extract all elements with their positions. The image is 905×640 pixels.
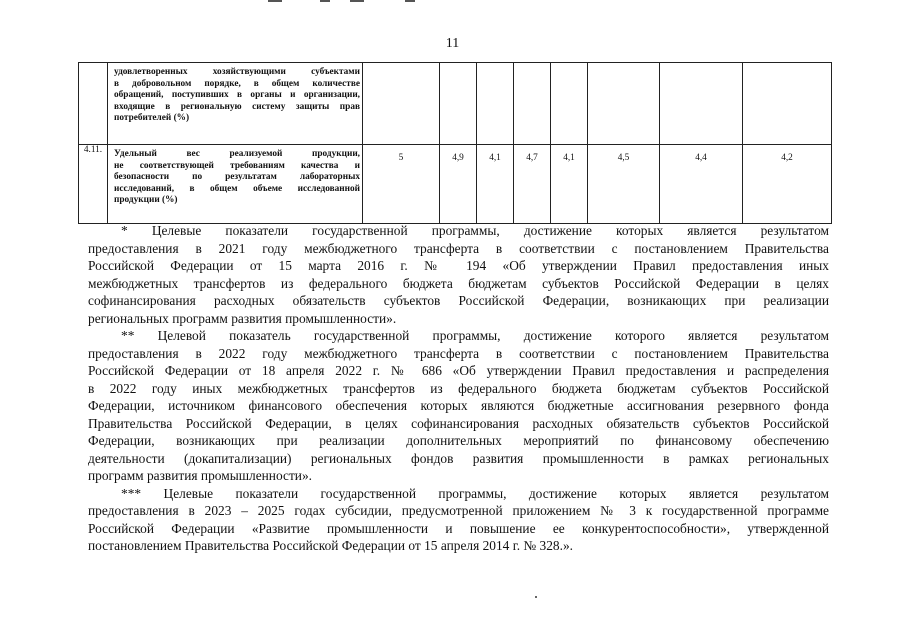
value-cell: 4,4: [660, 145, 743, 224]
value-cell: [440, 63, 477, 145]
top-crop-marks: [200, 0, 420, 4]
indicator-name-line: потребителей (%): [114, 113, 190, 124]
footnote-line: Российской Федерации от 15 марта 2016 г. № 194 «Об утверждении Правил предоставления иных: [88, 258, 829, 273]
indicator-name-line: продукции (%): [114, 195, 178, 206]
footnote-line: софинансирования расходных обязательств субъектов Российской Федерации, возникающих при реализации: [88, 293, 829, 308]
value-cell: [660, 63, 743, 145]
footnote-line: предоставления в 2022 году межбюджетного трансферта в соответствии с постановлением Правительства: [88, 345, 829, 361]
value-cell: 4,9: [440, 145, 477, 224]
footnote-line: Правительства Российской Федерации, в целях софинансирования расходных обязательств субъектов Российской: [88, 415, 829, 431]
indicator-name-line: не соответствующей требованиям качества и: [114, 160, 360, 171]
table-row: [79, 145, 832, 224]
value-cell: 4,1: [477, 145, 514, 224]
footnote-line: Российской Федерации от 18 апреля 2022 г. № 686 «Об утверждении Правил предоставления и распределения: [88, 363, 829, 378]
indicator-name-line: безопасности по результатам лабораторных: [114, 172, 360, 183]
value-cell: [477, 63, 514, 145]
value-cell: [363, 63, 440, 145]
footnote-line: предоставления в 2023 – 2025 годах субсидии, предусмотренной приложением № 3 к государственной программе: [88, 503, 829, 518]
indicator-name-line: в добровольном порядке, в общем количестве: [114, 78, 360, 89]
value-cell: [551, 63, 588, 145]
value-cell: 4,7: [514, 145, 551, 224]
footnote-line: Российской Федерации «Развитие промышленности и повышение ее конкурентоспособности», утвержденной: [88, 520, 829, 536]
footnote-line: межбюджетных трансфертов из федерального бюджета бюджетам субъектов Российской Федерации в целях: [88, 275, 829, 291]
footnote-line: ** Целевой показатель государственной программы, достижение которого является результатом: [121, 328, 829, 343]
value-cell: 4,2: [743, 145, 832, 224]
footnote-1: [88, 222, 829, 327]
footnote-line: постановлением Правительства Российской Федерации от 15 апреля 2014 г. № 328.».: [88, 538, 573, 553]
indicators-table: [78, 62, 832, 224]
indicator-name-line: Удельный вес реализуемой продукции,: [114, 149, 360, 159]
footnote-line: в 2022 году иных межбюджетных трансфертов из федерального бюджета бюджетам субъектов Российской: [88, 380, 829, 396]
footnote-3: [88, 485, 829, 555]
footnote-line: Федерации, возникающих при реализации дополнительных мероприятий по финансовому обеспечению: [88, 433, 829, 448]
indicator-name: [108, 63, 363, 145]
value-cell: 5: [363, 145, 440, 224]
indicator-name-line: обращений, поступивших в органы и организации,: [114, 90, 360, 101]
footnote-line: деятельности (докапитализации) региональных фондов развития промышленности в рамках региональных: [88, 450, 829, 466]
footnotes: [88, 222, 829, 555]
footnote-line: региональных программ развития промышленности».: [88, 310, 397, 326]
footnote-line: *** Целевые показатели государственной программы, достижение которых является результатом: [121, 485, 829, 501]
footnote-2: [88, 327, 829, 485]
footnote-line: * Целевые показатели государственной программы, достижение которых является результатом: [121, 223, 829, 238]
value-cell: [588, 63, 660, 145]
value-cell: [743, 63, 832, 145]
value-cell: 4,5: [588, 145, 660, 224]
indicator-name-line: входящие в региональную систему защиты прав: [114, 101, 360, 112]
row-number: [79, 63, 108, 145]
page-number: 11: [445, 36, 460, 51]
table-row: [79, 63, 832, 145]
footnote-line: Федерации, источником финансового обеспечения которых являются бюджетные ассигнования резервного фонда: [88, 398, 829, 413]
scan-speck: [535, 596, 537, 598]
indicator-name-line: исследований, в общем объеме исследованной: [114, 183, 360, 194]
row-number: 4.11.: [79, 145, 108, 224]
value-cell: [514, 63, 551, 145]
indicator-name-line: удовлетворенных хозяйствующими субъектами: [114, 67, 360, 77]
value-cell: 4,1: [551, 145, 588, 224]
footnote-line: предоставления в 2021 году межбюджетного трансферта в соответствии с постановлением Правительства: [88, 240, 829, 256]
footnote-line: программ развития промышленности».: [88, 468, 312, 483]
indicator-name: [108, 145, 363, 224]
